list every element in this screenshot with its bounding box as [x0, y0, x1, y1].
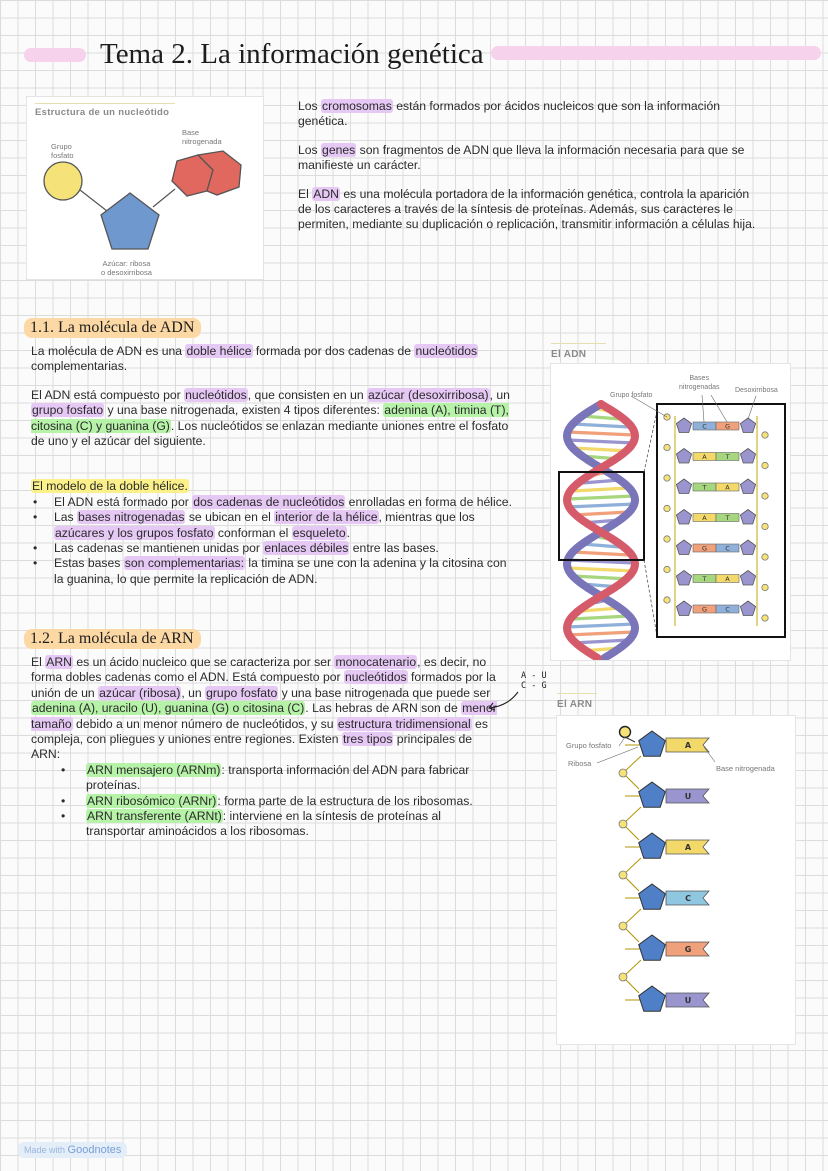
label-azucar: Azúcar: ribosa o desoxirribosa [101, 259, 152, 277]
phosphate-dot [664, 566, 670, 572]
base-letter: A [725, 575, 730, 583]
section-heading-adn: 1.1. La molécula de ADN [24, 318, 201, 338]
base-letter: U [684, 792, 692, 801]
helix-rung [573, 552, 630, 555]
helix-rung [568, 504, 635, 507]
phosphate-dot [762, 523, 768, 529]
arn-type-item: • ARN ribosómico (ARNr): forma parte de la estructura de los ribosomas. [31, 794, 497, 809]
helix-rung [568, 496, 635, 499]
label-dna-desoxirribosa: Desoxirribosa [735, 387, 778, 394]
phosphate-circle [44, 162, 82, 200]
arn-text [31, 655, 497, 840]
adn-paragraph-2: El ADN está compuesto por nucleótidos, que consisten en un azúcar (desoxirribosa), un grupo fosfato y una base nitrogenada, existen 4 tipos diferentes: adenina (A), timina (T), citosina (C) y guanina (G). Los nucleótidos se enlazan mediante uniones entre el fosfato de uno y el azúcar del siguiente. [31, 387, 510, 449]
phosphate-dot [664, 505, 670, 511]
bullet-item: • Las bases nitrogenadas se ubican en el interior de la hélice, mientras que los azúcares y los grupos fosfato conforman el esqueleto. [31, 510, 513, 541]
label-rna-base: Base nitrogenada [716, 764, 775, 773]
arn-type-item: • ARN transferente (ARNt): interviene en la síntesis de proteínas al transportar aminoácidos a los ribosomas. [31, 809, 497, 840]
phosphate-dot [619, 769, 627, 777]
bullet-item: • El ADN está formado por dos cadenas de nucleótidos enrolladas en forma de hélice. [31, 495, 513, 510]
pointer-desoxirribosa [748, 396, 756, 419]
base-letter: T [702, 483, 707, 492]
helix-rung [573, 616, 630, 619]
deoxyribose-pentagon [740, 418, 755, 433]
helix-rung [568, 632, 635, 635]
base-letter: U [684, 996, 692, 1005]
phosphate-dot [619, 871, 627, 879]
double-helix-model-title: El modelo de la doble hélice. [32, 479, 188, 494]
handwritten-arrow [484, 688, 524, 718]
rna-caption: El ARN [557, 699, 593, 710]
base-letter: T [725, 514, 730, 522]
arn-types-list [31, 763, 497, 840]
dna-caption: El ADN [551, 349, 587, 360]
base-letter: A [725, 483, 730, 492]
rna-figure-rule [557, 693, 597, 694]
intro-paragraph-1: Los cromosomas están formados por ácidos nucleicos que son la información genética. [298, 99, 721, 129]
deoxyribose-pentagon [676, 510, 691, 525]
base-letter: C [702, 422, 707, 431]
intro-text [298, 99, 758, 246]
deoxyribose-pentagon [676, 571, 691, 586]
sugar-pentagon [101, 193, 159, 249]
page-title: Tema 2. La información genética [100, 38, 484, 70]
phosphate-dot [762, 584, 768, 590]
label-base-nitrogenada: Base nitrogenada [182, 128, 222, 146]
helix-rung [568, 568, 635, 571]
goodnotes-badge: Made with Goodnotes [18, 1142, 127, 1158]
helix-rung [573, 488, 630, 491]
ribose-pentagon [639, 986, 666, 1011]
ribose-pentagon [639, 731, 666, 756]
phosphate-dot [619, 820, 627, 828]
label-rna-ribosa: Ribosa [568, 759, 592, 768]
title-bar-left [24, 48, 86, 62]
phosphate-dot [762, 554, 768, 560]
adn-text [31, 344, 513, 587]
intro-paragraph-3: El ADN es una molécula portadora de la información genética, controla la aparición de los caracteres a través de la síntesis de proteínas. Además, sus caracteres le permiten, mediante su duplicación o replicación, transmitir información a células hija. [298, 186, 756, 232]
deoxyribose-pentagon [676, 449, 691, 464]
pointer-fosfato [619, 737, 625, 746]
rna-diagram [557, 716, 795, 1044]
phosphate-link [625, 737, 635, 742]
phosphate-dot [664, 475, 670, 481]
base-letter: A [702, 514, 707, 522]
base-letter: A [702, 453, 707, 461]
helix-rung [573, 424, 630, 427]
bullet-item: • Estas bases son complementarias: la timina se une con la adenina y la citosina con la guanina, lo que permite la replicación de ADN. [31, 556, 513, 587]
deoxyribose-pentagon [740, 601, 755, 616]
base-letter: T [702, 575, 707, 583]
deoxyribose-pentagon [676, 601, 691, 616]
deoxyribose-pentagon [740, 449, 755, 464]
helix-rung [568, 624, 635, 627]
section-heading-arn: 1.2. La molécula de ARN [24, 629, 201, 649]
handwritten-note: A - U C - G [521, 671, 547, 691]
base-letter: C [685, 894, 691, 903]
phosphate-dot [619, 922, 627, 930]
label-grupo-fosfato: Grupo fosfato [51, 142, 74, 160]
label-dna-bases: Bases nitrogenadas [679, 375, 720, 391]
deoxyribose-pentagon [676, 540, 691, 555]
ribose-pentagon [639, 884, 666, 909]
double-helix-bullets [31, 495, 513, 587]
deoxyribose-pentagon [740, 540, 755, 555]
base-letter: G [701, 544, 708, 553]
arn-type-item: • ARN mensajero (ARNm): transporta información del ADN para fabricar proteínas. [31, 763, 497, 794]
pointer-fosfato [631, 396, 667, 417]
title-bar-right [491, 46, 821, 60]
helix-rung [568, 440, 635, 443]
base-letter: T [725, 453, 730, 461]
base-letter: A [684, 741, 692, 750]
pointer-ribosa [597, 747, 638, 763]
helix-rung [568, 432, 635, 435]
phosphate-dot [619, 973, 627, 981]
base-letter: G [701, 605, 708, 614]
nucleotide-caption: Estructura de un nucleótido [35, 107, 170, 118]
base-letter: G [684, 945, 692, 954]
adn-paragraph-1: La molécula de ADN es una doble hélice formada por dos cadenas de nucleótidos complementarias. [31, 344, 478, 374]
deoxyribose-pentagon [740, 479, 755, 494]
label-dna-fosfato: Grupo fosfato [610, 392, 653, 399]
ribose-pentagon [639, 833, 666, 858]
phosphate-dot [664, 536, 670, 542]
base-letter: C [725, 605, 730, 614]
dna-diagram [551, 364, 790, 660]
base-letter: G [724, 422, 731, 431]
intro-paragraph-2: Los genes son fragmentos de ADN que lleva la información necesaria para que se manifieste un carácter. [298, 142, 745, 173]
ribose-pentagon [639, 782, 666, 807]
dna-figure [550, 363, 791, 661]
deoxyribose-pentagon [740, 571, 755, 586]
phosphate-dot [664, 597, 670, 603]
arn-paragraph: El ARN es un ácido nucleico que se caracteriza por ser monocatenario, es decir, no forma dobles cadenas como el ADN. Está compuesto por nucleótidos formados por la unión de un azúcar (ribosa), un grupo fosfato y una base nitrogenada que puede ser adenina (A), uracilo (U), guanina (G) o citosina (C). Las hebras de ARN son de menor tamaño debido a un menor número de nucleótidos, y su estructura tridimensional es compleja, con pliegues y uniones entre regiones. Existen tres tipos principales de ARN: [31, 655, 497, 762]
phosphate-head [620, 727, 631, 738]
pointer-bases [711, 395, 727, 422]
phosphate-dot [762, 615, 768, 621]
dna-figure-rule [551, 343, 606, 344]
nucleotide-figure [26, 96, 264, 280]
phosphate-dot [762, 493, 768, 499]
deoxyribose-pentagon [676, 418, 691, 433]
phosphate-dot [762, 462, 768, 468]
nucleotide-diagram [27, 97, 263, 279]
label-rna-fosfato: Grupo fosfato [566, 741, 612, 750]
base-letter: A [684, 843, 692, 852]
deoxyribose-pentagon [740, 510, 755, 525]
bullet-item: • Las cadenas se mantienen unidas por enlaces débiles entre las bases. [31, 541, 513, 556]
phosphate-dot [762, 432, 768, 438]
ribose-pentagon [639, 935, 666, 960]
phosphate-dot [664, 444, 670, 450]
pointer-base [704, 747, 715, 762]
base-letter: C [725, 544, 730, 553]
deoxyribose-pentagon [676, 479, 691, 494]
rna-figure [556, 715, 796, 1045]
pointer-bases [702, 395, 704, 422]
